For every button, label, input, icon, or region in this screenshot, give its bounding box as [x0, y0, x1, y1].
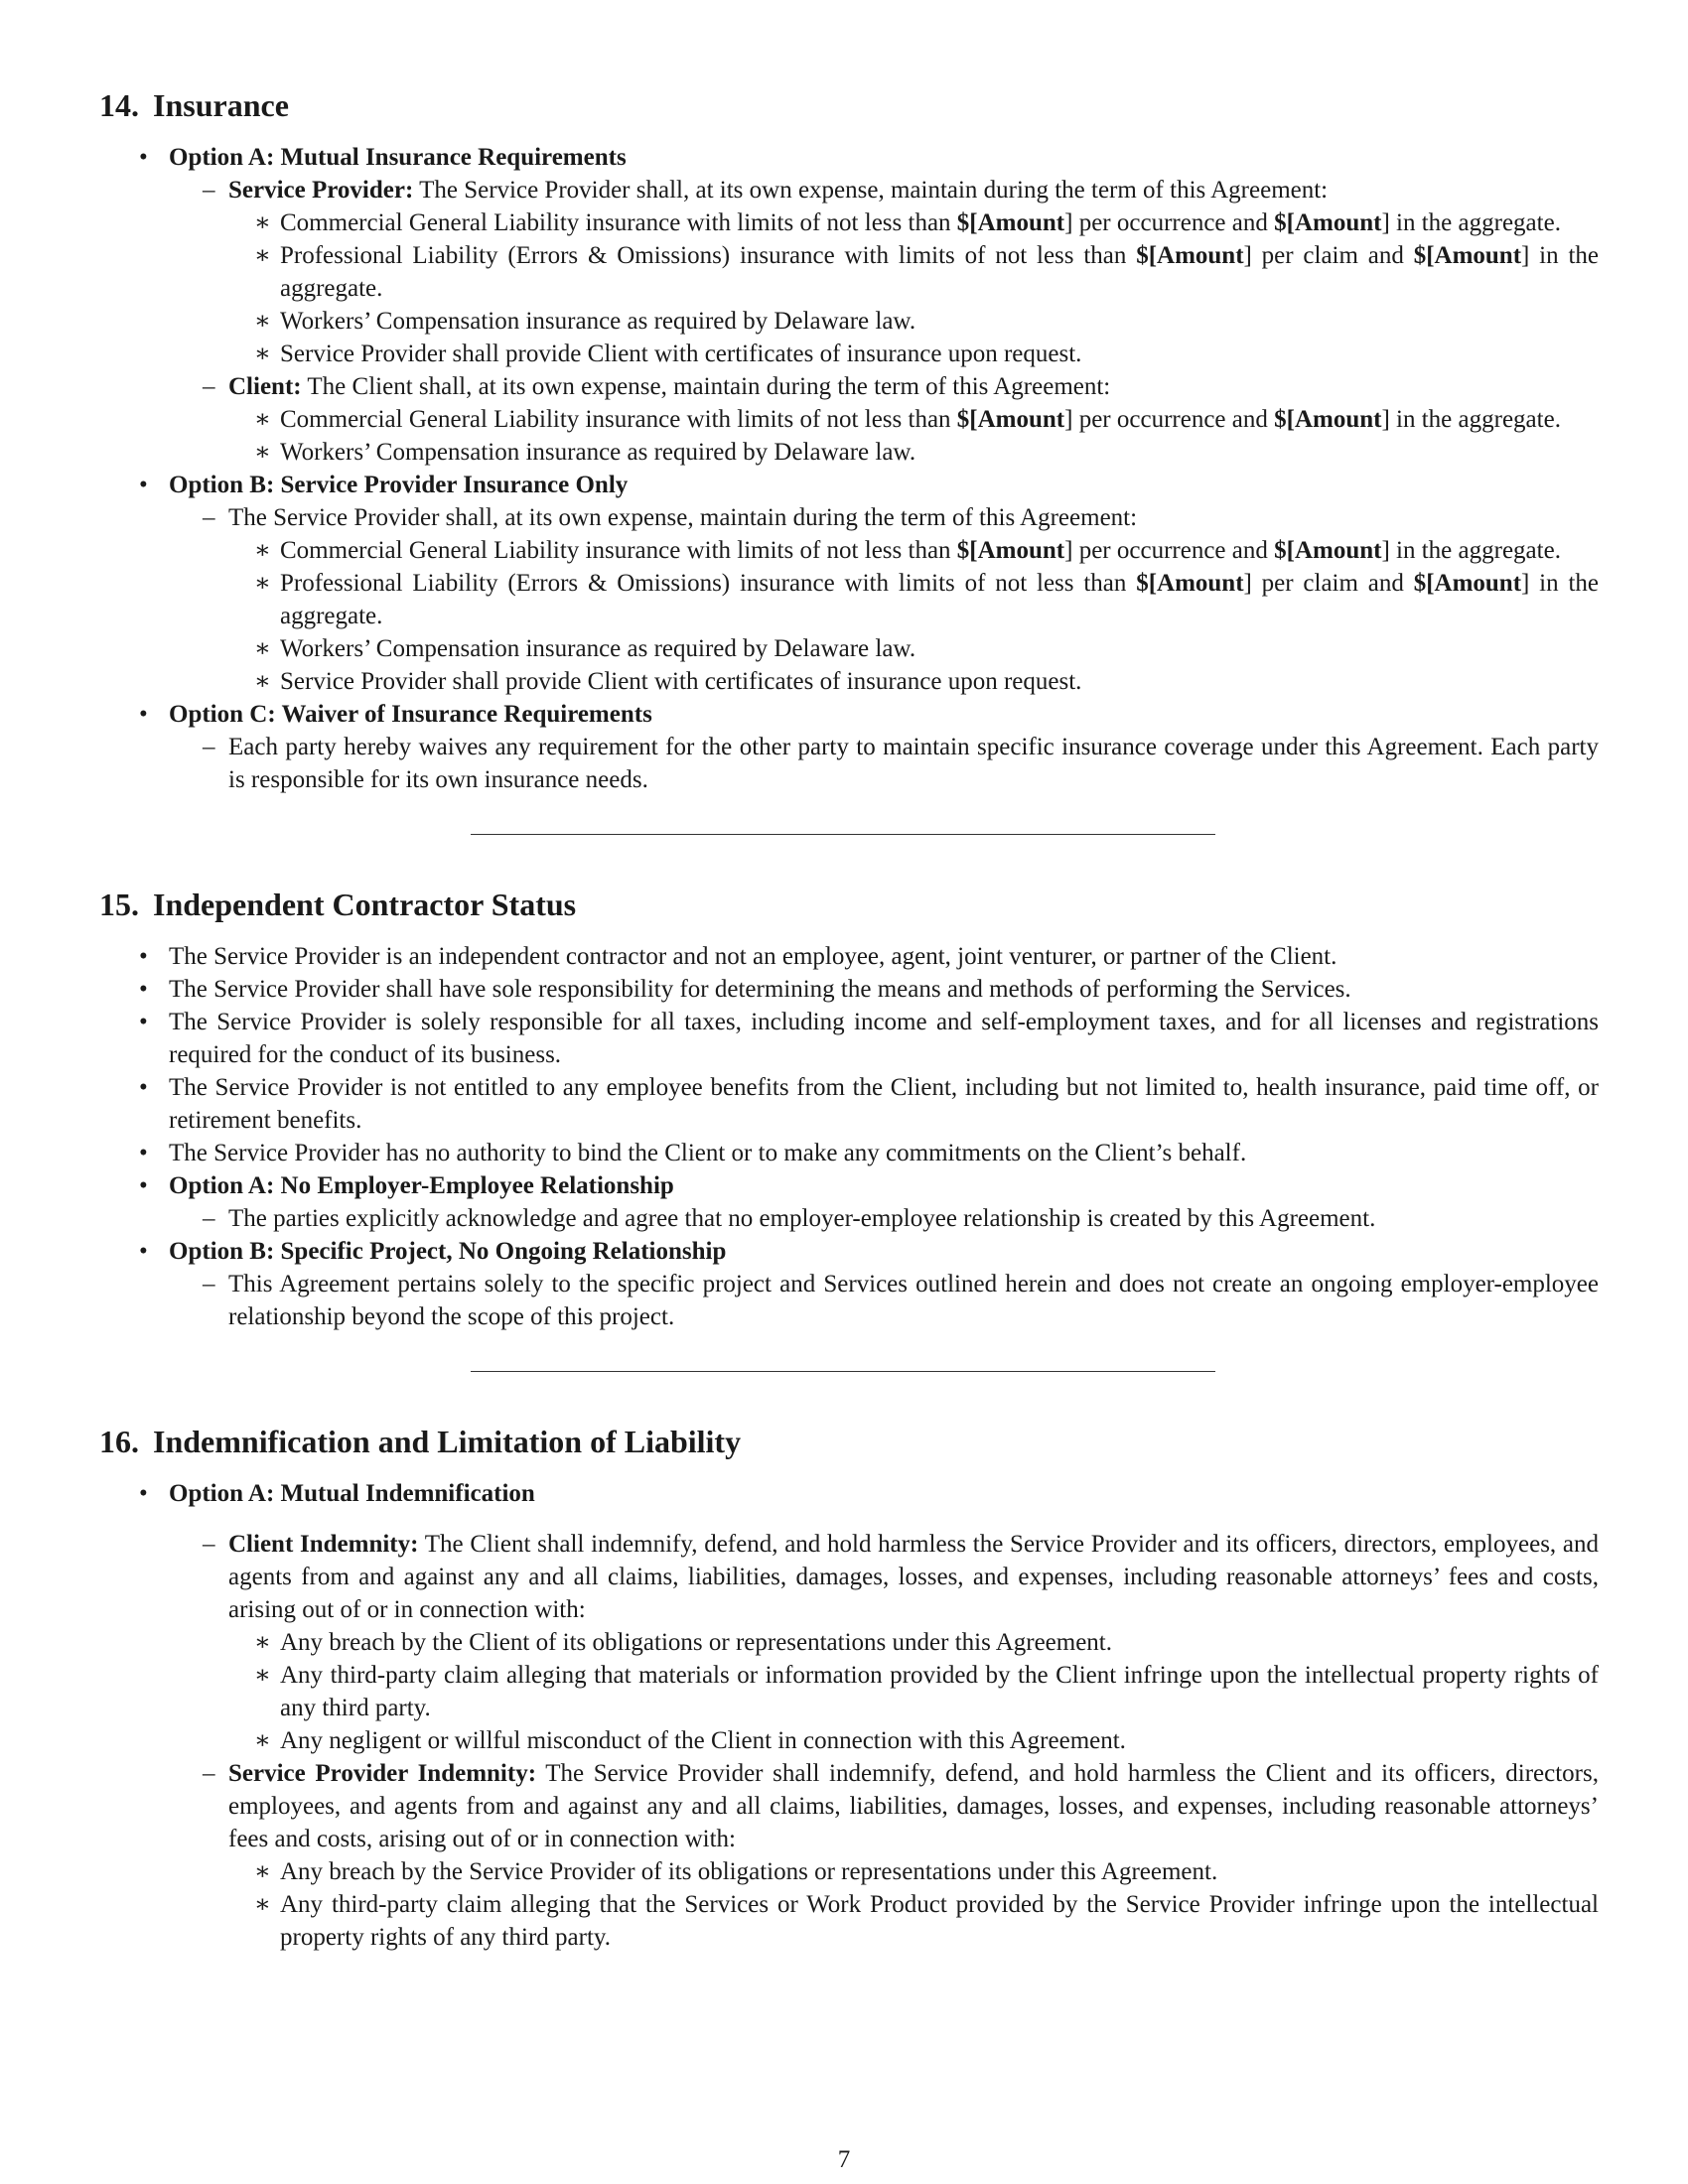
s15-option-b: • Option B: Specific Project, No Ongoing Relationship – This Agreement pertains solely to the specific project and Services outlined herein and does not create an ongoing employer-employee relationship beyond the scope of this project.	[99, 1235, 1599, 1333]
s14-option-c: • Option C: Waiver of Insurance Requirements – Each party hereby waives any requirement for the other party to maintain specific insurance coverage under this Agreement. Each party is responsible for its own insurance needs.	[99, 698, 1599, 796]
s16-client-item: ∗ Any breach by the Client of its obligations or representations under this Agreement.	[228, 1626, 1599, 1659]
s15-bullet: • The Service Provider is not entitled to any employee benefits from the Client, including but not limited to, health insurance, paid time off, or retirement benefits.	[99, 1071, 1599, 1137]
s16-client-item: ∗ Any negligent or willful misconduct of the Client in connection with this Agreement.	[228, 1724, 1599, 1757]
section-divider	[471, 834, 1215, 835]
s16-sp-item: ∗ Any breach by the Service Provider of its obligations or representations under this Agreement.	[228, 1855, 1599, 1888]
s16-a-client-indemnity: – Client Indemnity: The Client shall indemnify, defend, and hold harmless the Service Provider and its officers, directors, employees, and agents from and against any and all claims, liabilities, damages, losses, and expenses, including reasonable attorneys’ fees and costs, arising out of or in connection with: ∗ Any breach by the Client of its obligations or representations under this Agreement. ∗ Any third-party claim alleging that materials or information provided by the Client infringe upon the intellectual property rights of any third party. ∗ Any negligent or willful misconduct of the Client in connection with this Agreement.	[169, 1528, 1599, 1757]
s14-a-sp-cgl: ∗ Commercial General Liability insurance with limits of not less than $[Amount] per occurrence and $[Amount] in the aggregate.	[228, 206, 1599, 239]
s16-client-item: ∗ Any third-party claim alleging that materials or information provided by the Client infringe upon the intellectual property rights of any third party.	[228, 1659, 1599, 1724]
s15-option-a: • Option A: No Employer-Employee Relationship – The parties explicitly acknowledge and agree that no employer-employee relationship is created by this Agreement.	[99, 1169, 1599, 1235]
s14-a-client-wc: ∗ Workers’ Compensation insurance as required by Delaware law.	[228, 436, 1599, 469]
s14-a-client: – Client: The Client shall, at its own expense, maintain during the term of this Agreement: ∗ Commercial General Liability insurance with limits of not less than $[Amount] per occurrence and $[Amount] in the aggregate. ∗ Workers’ Compensation insurance as required by Delaware law.	[169, 370, 1599, 469]
section-divider	[471, 1371, 1215, 1372]
document-body	[99, 85, 1599, 1954]
s15-bullet: • The Service Provider is solely responsible for all taxes, including income and self-employment taxes, and for all licenses and registrations required for the conduct of its business.	[99, 1006, 1599, 1071]
s15-bullet: • The Service Provider has no authority to bind the Client or to make any commitments on the Client’s behalf.	[99, 1137, 1599, 1169]
section-14-list	[99, 141, 1599, 796]
s14-b-cgl: ∗ Commercial General Liability insurance with limits of not less than $[Amount] per occurrence and $[Amount] in the aggregate.	[228, 534, 1599, 567]
section-16-heading: 16. Indemnification and Limitation of Liability	[99, 1424, 742, 1459]
s14-a-client-cgl: ∗ Commercial General Liability insurance with limits of not less than $[Amount] per occurrence and $[Amount] in the aggregate.	[228, 403, 1599, 436]
page-number: 7	[837, 2146, 851, 2173]
s14-a-sp-pl: ∗ Professional Liability (Errors & Omissions) insurance with limits of not less than $[Amount] per claim and $[Amount] in the aggregate.	[228, 239, 1599, 305]
s14-a-service-provider: – Service Provider: The Service Provider shall, at its own expense, maintain during the term of this Agreement: ∗ Commercial General Liability insurance with limits of not less than $[Amount] per occurrence and $[Amount] in the aggregate. ∗ Professional Liability (Errors & Omissions) insurance with limits of not less than $[Amount] per claim and $[Amount] in the aggregate. ∗ Workers’ Compensation insurance as required by Delaware law. ∗ Service Provider shall provide Client with certificates of insurance upon request.	[169, 174, 1599, 370]
s15-b-text: – This Agreement pertains solely to the specific project and Services outlined herein and does not create an ongoing employer-employee relationship beyond the scope of this project.	[169, 1268, 1599, 1333]
s14-b-pl: ∗ Professional Liability (Errors & Omissions) insurance with limits of not less than $[Amount] per claim and $[Amount] in the aggregate.	[228, 567, 1599, 632]
s14-b-text: – The Service Provider shall, at its own expense, maintain during the term of this Agreement: ∗ Commercial General Liability insurance with limits of not less than $[Amount] per occurrence and $[Amount] in the aggregate. ∗ Professional Liability (Errors & Omissions) insurance with limits of not less than $[Amount] per claim and $[Amount] in the aggregate. ∗ Workers’ Compensation insurance as required by Delaware law. ∗ Service Provider shall provide Client with certificates of insurance upon request.	[169, 501, 1599, 698]
section-15-heading: 15. Independent Contractor Status	[99, 887, 577, 922]
s14-a-sp-wc: ∗ Workers’ Compensation insurance as required by Delaware law.	[228, 305, 1599, 338]
s14-b-cert: ∗ Service Provider shall provide Client with certificates of insurance upon request.	[228, 665, 1599, 698]
section-16-list	[99, 1477, 1599, 1954]
s16-a-sp-indemnity: – Service Provider Indemnity: The Service Provider shall indemnify, defend, and hold harmless the Client and its officers, directors, employees, and agents from and against any and all claims, liabilities, damages, losses, and expenses, including reasonable attorneys’ fees and costs, arising out of or in connection with: ∗ Any breach by the Service Provider of its obligations or representations under this Agreement. ∗ Any third-party claim alleging that the Services or Work Product provided by the Service Provider infringe upon the intellectual property rights of any third party.	[169, 1757, 1599, 1954]
s15-a-text: – The parties explicitly acknowledge and agree that no employer-employee relationship is created by this Agreement.	[169, 1202, 1599, 1235]
s14-option-a: • Option A: Mutual Insurance Requirements – Service Provider: The Service Provider shall, at its own expense, maintain during the term of this Agreement: ∗ Commercial General Liability insurance with limits of not less than $[Amount] per occurrence and $[Amount] in the aggregate. ∗ Professional Liability (Errors & Omissions) insurance with limits of not less than $[Amount] per claim and $[Amount] in the aggregate. ∗ Workers’ Compensation insurance as required by Delaware law. ∗ Service Provider shall provide Client with certificates of insurance upon request. – Client: The Client shall, at its own expense, maintain during the term of this Agreement: ∗ Commercial General Liability insurance with limits of not less than $[Amount] per occurrence and $[Amount] in the aggregate. ∗ Workers’ Compensation insurance as required by Delaware law.	[99, 141, 1599, 469]
s14-a-sp-cert: ∗ Service Provider shall provide Client with certificates of insurance upon request.	[228, 338, 1599, 370]
s15-bullet: • The Service Provider is an independent contractor and not an employee, agent, joint venturer, or partner of the Client.	[99, 940, 1599, 973]
s16-option-a: • Option A: Mutual Indemnification – Client Indemnity: The Client shall indemnify, defend, and hold harmless the Service Provider and its officers, directors, employees, and agents from and against any and all claims, liabilities, damages, losses, and expenses, including reasonable attorneys’ fees and costs, arising out of or in connection with: ∗ Any breach by the Client of its obligations or representations under this Agreement. ∗ Any third-party claim alleging that materials or information provided by the Client infringe upon the intellectual property rights of any third party. ∗ Any negligent or willful misconduct of the Client in connection with this Agreement. – Service Provider Indemnity: The Service Provider shall indemnify, defend, and hold harmless the Client and its officers, directors, employees, and agents from and against any and all claims, liabilities, damages, losses, and expenses, including reasonable attorneys’ fees and costs, arising out of or in connection with: ∗ Any breach by the Service Provider of its obligations or representations under this Agreement. ∗ Any third-party claim alleging that the Services or Work Product provided by the Service Provider infringe upon the intellectual property rights of any third party.	[99, 1477, 1599, 1954]
s14-c-text: – Each party hereby waives any requirement for the other party to maintain specific insurance coverage under this Agreement. Each party is responsible for its own insurance needs.	[169, 731, 1599, 796]
section-14-heading: 14. Insurance	[99, 87, 289, 123]
section-15-list	[99, 940, 1599, 1333]
s14-option-b: • Option B: Service Provider Insurance Only – The Service Provider shall, at its own expense, maintain during the term of this Agreement: ∗ Commercial General Liability insurance with limits of not less than $[Amount] per occurrence and $[Amount] in the aggregate. ∗ Professional Liability (Errors & Omissions) insurance with limits of not less than $[Amount] per claim and $[Amount] in the aggregate. ∗ Workers’ Compensation insurance as required by Delaware law. ∗ Service Provider shall provide Client with certificates of insurance upon request.	[99, 469, 1599, 698]
s15-bullet: • The Service Provider shall have sole responsibility for determining the means and methods of performing the Services.	[99, 973, 1599, 1006]
s16-sp-item: ∗ Any third-party claim alleging that the Services or Work Product provided by the Service Provider infringe upon the intellectual property rights of any third party.	[228, 1888, 1599, 1954]
s14-b-wc: ∗ Workers’ Compensation insurance as required by Delaware law.	[228, 632, 1599, 665]
